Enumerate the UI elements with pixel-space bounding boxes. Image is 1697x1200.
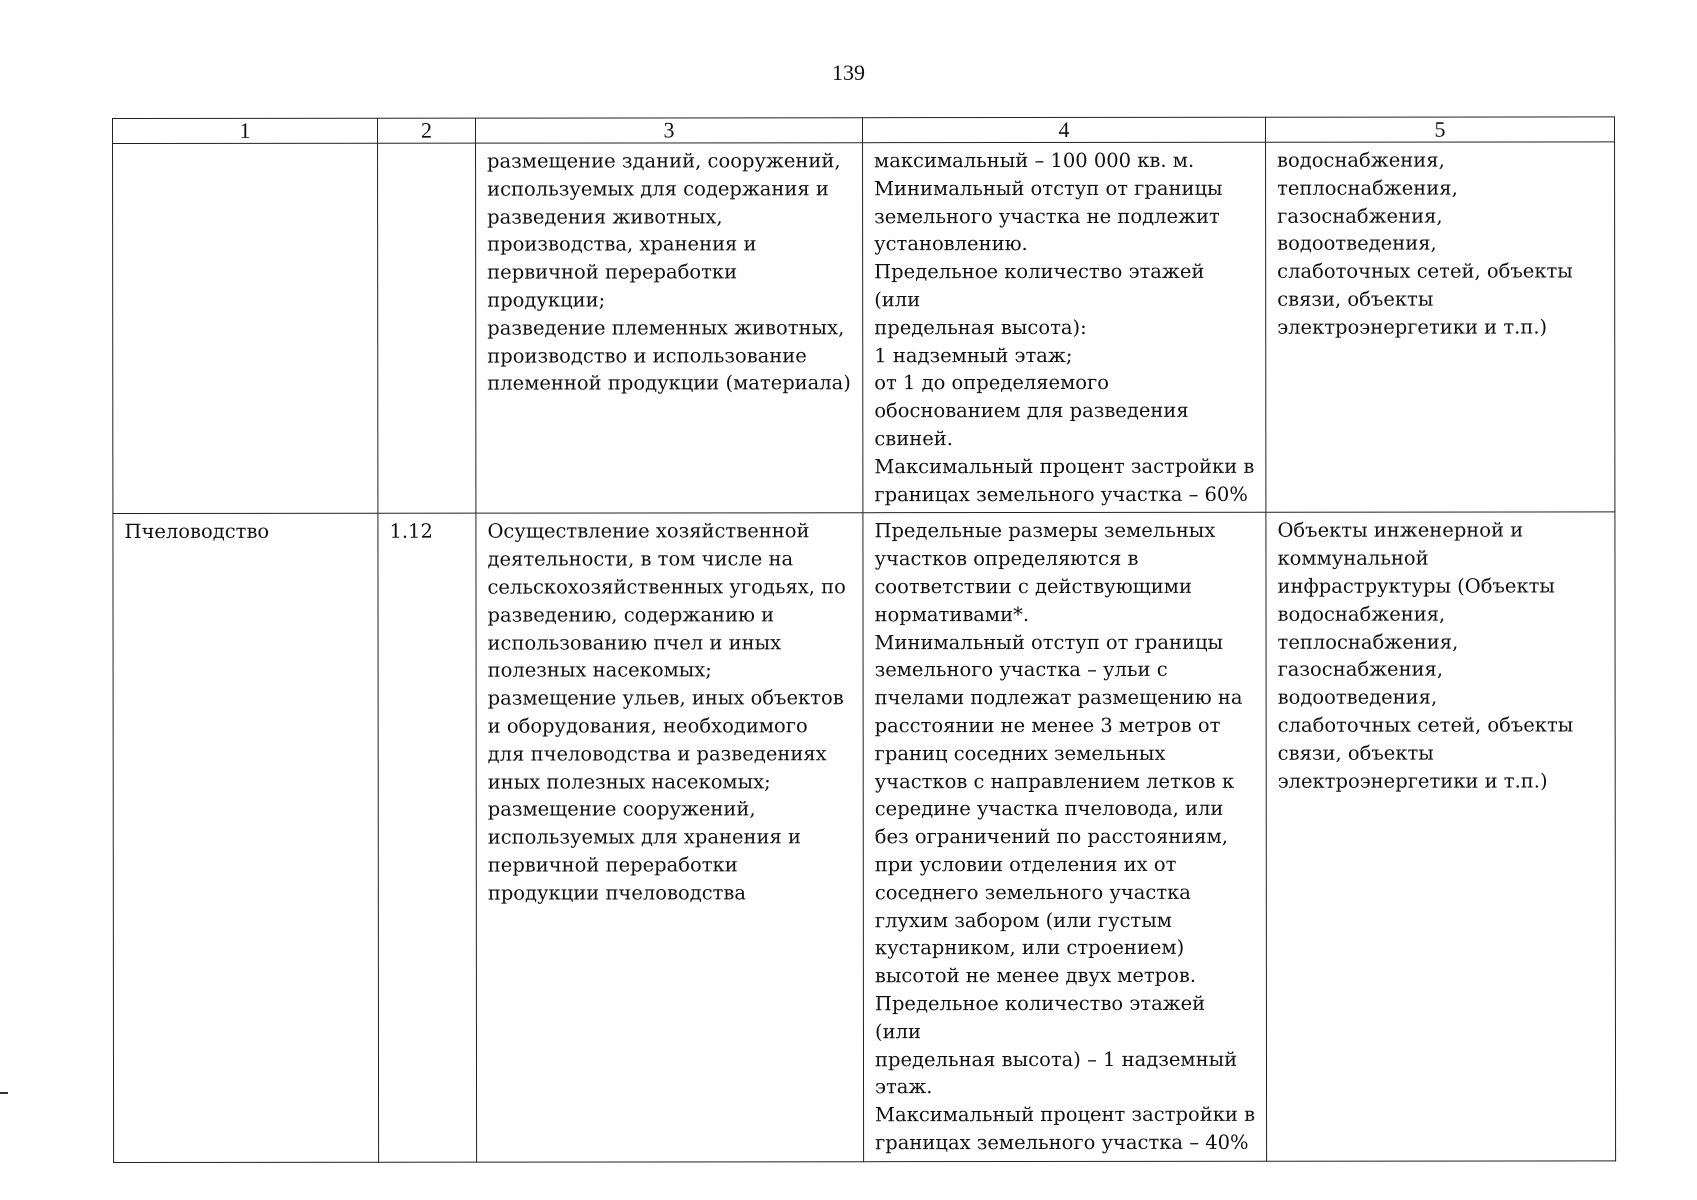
- parameters-cell: Предельные размеры земельных участков определяются в соответствии с действующими нормативами*. Минимальный отступ от границы земельного участка – ульи с пчелами подлежат размещению на расстоянии не менее 3 метров от границ соседних земельных участков с направлением летков к середине участка пчеловода, или без ограничений по расстояниям, при условии отделения их от соседнего земельного участка глухим забором (или густым кустарником, или строением) высотой не менее двух метров. Предельное количество этажей (или предельная высота) – 1 надземный этаж. Максимальный процент застройки в границах земельного участка – 40%: [863, 513, 1267, 1162]
- table-row: [113, 512, 1616, 1162]
- use-code-cell: [378, 143, 476, 513]
- column-number-5: 5: [1265, 117, 1614, 142]
- column-number-1: 1: [113, 118, 378, 143]
- use-name-cell: Пчеловодство: [113, 514, 379, 1163]
- table-header-row: [113, 117, 1615, 144]
- use-description-cell: Осуществление хозяйственной деятельности, в том числе на сельскохозяйственных угодьях, по разведению, содержанию и использованию пчел и иных полезных насекомых; размещение ульев, иных объектов и оборудования, необходимого для пчеловодства и разведениях иных полезных насекомых; размещение сооружений, используемых для хранения и первичной переработки продукции пчеловодства: [476, 513, 864, 1162]
- table-row: [113, 142, 1615, 514]
- column-number-2: 2: [378, 118, 476, 143]
- column-number-3: 3: [476, 118, 863, 143]
- use-code-cell: 1.12: [378, 513, 477, 1161]
- auxiliary-uses-cell: Объекты инженерной и коммунальной инфраструктуры (Объекты водоснабжения, теплоснабжения, газоснабжения, водоотведения, слаботочных сетей, объекты связи, объекты электроэнергетики и т.п.): [1266, 512, 1616, 1161]
- parameters-cell: максимальный – 100 000 кв. м. Минимальный отступ от границы земельного участка не подлежит установлению. Предельное количество этажей (или предельная высота): 1 надземный этаж; от 1 до определяемого обоснованием для разведения свиней. Максимальный процент застройки в границах земельного участка – 60%: [863, 142, 1266, 513]
- use-name-cell: [113, 143, 378, 514]
- margin-mark: [0, 1092, 8, 1094]
- column-number-4: 4: [863, 117, 1266, 142]
- auxiliary-uses-cell: водоснабжения, теплоснабжения, газоснабжения, водоотведения, слаботочных сетей, объекты связи, объекты электроэнергетики и т.п.): [1266, 142, 1615, 513]
- use-description-cell: размещение зданий, сооружений, используемых для содержания и разведения животных, производства, хранения и первичной переработки продукции; разведение племенных животных, производство и использование племенной продукции (материала): [476, 143, 863, 514]
- regulations-table: [112, 116, 1616, 1162]
- page-number: 139: [832, 60, 865, 85]
